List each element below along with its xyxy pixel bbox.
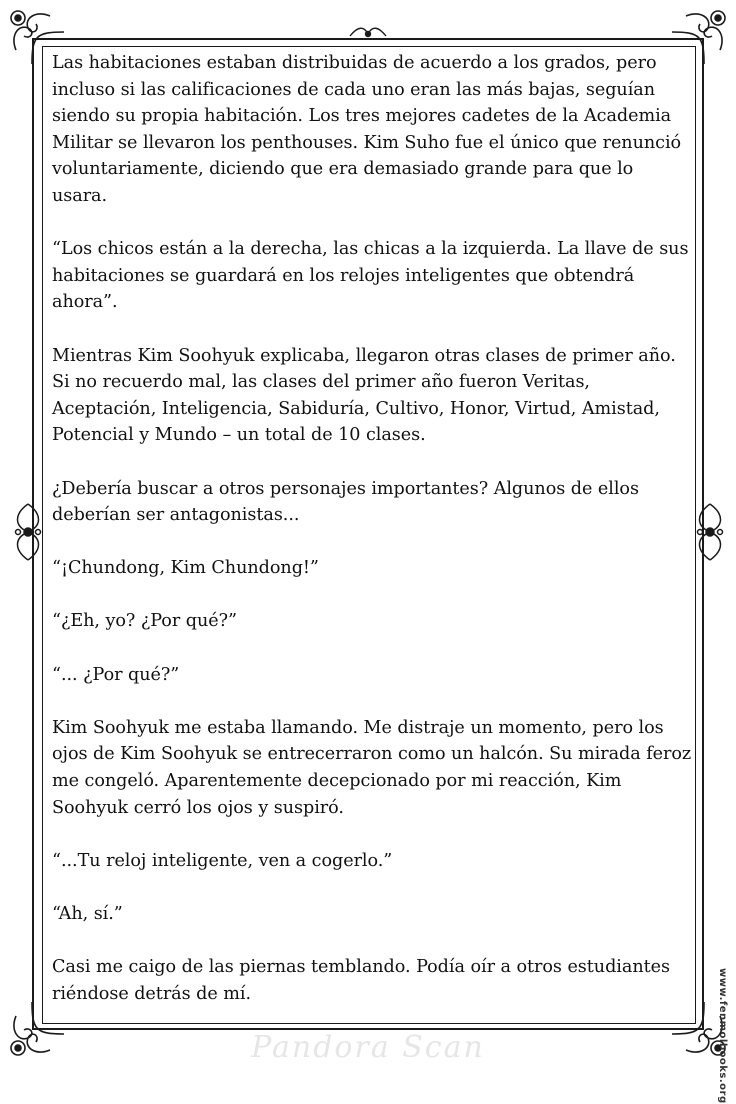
dialogue-line: “Ah, sí.” [52,904,123,924]
edge-ornament-right [690,500,730,564]
paragraph: Casi me caigo de las piernas temblando. Podía oír a otros estudiantes riéndose detrás de mí. [52,957,670,1004]
edge-ornament-left [8,500,48,564]
scan-watermark: Pandora Scan [251,1030,485,1065]
paragraph: “Los chicos están a la derecha, las chicas a la izquierda. La llave de sus habitaciones se guardará en los relojes inteligentes que obtendrá ahora”. [52,239,689,313]
dialogue-line: “¿Eh, yo? ¿Por qué?” [52,611,237,632]
dialogue-line: “...Tu reloj inteligente, ven a cogerlo.” [52,850,393,871]
site-url: www.fenmolbooks.org [717,968,728,1104]
paragraph: Mientras Kim Soohyuk explicaba, llegaron otras clases de primer año. Si no recuerdo mal, las clases del primer año fueron Veritas, Aceptación, Inteligencia, Sabiduría, Cultivo, Honor, Virtud, Amistad, Potencial y Mundo – un total de 10 clases. [52,345,676,446]
paragraph: Kim Soohyuk me estaba llamando. Me distraje un momento, pero los ojos de Kim Soohyuk se entrecerraron como un halcón. Su mirada feroz me congeló. Aparentemente decepcionado por mi reacción, Kim Soohyuk cerró los ojos y suspiró. [52,717,692,818]
dialogue-line: “¡Chundong, Kim Chundong!” [52,558,319,579]
dialogue-line: “... ¿Por qué?” [52,664,180,685]
page-text [52,50,692,1007]
paragraph: ¿Debería buscar a otros personajes importantes? Algunos de ellos deberían ser antagonistas... [52,478,639,526]
paragraph: Las habitaciones estaban distribuidas de acuerdo a los grados, pero incluso si las calificaciones de cada uno eran las más bajas, seguían siendo su propia habitación. Los tres mejores cadetes de la Academia Militar se llevaron los penthouses. Kim Suho fue el único que renunció voluntariamente, diciendo que era demasiado grande para que lo usara. [52,53,682,206]
edge-ornament-top [348,22,388,42]
